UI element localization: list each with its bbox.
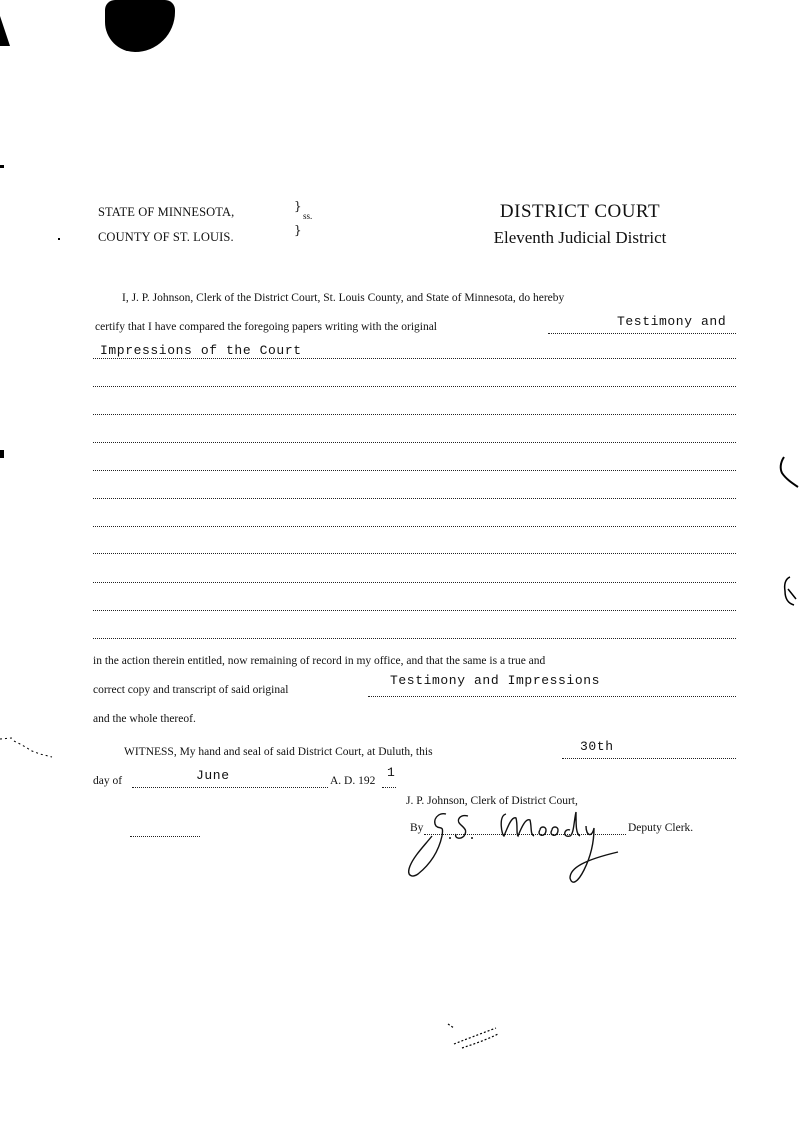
blank-line-10: [93, 638, 736, 639]
fill-line: [562, 758, 736, 759]
clerk-line: J. P. Johnson, Clerk of District Court,: [406, 795, 578, 807]
fill-line: [548, 333, 736, 334]
blank-line-4: [93, 470, 736, 471]
fill-line: [382, 787, 396, 788]
county-line: COUNTY OF ST. LOUIS.: [98, 230, 234, 244]
blank-line-1: [93, 386, 736, 387]
court-title: DISTRICT COURT: [499, 201, 661, 222]
certificate-line-2: certify that I have compared the foregoing papers writing with the original: [95, 321, 438, 333]
stamp-mark: [440, 1018, 510, 1058]
fill-line: [368, 696, 736, 697]
year-digit-typed: 1: [387, 765, 396, 780]
transcript-typed: Testimony and Impressions: [390, 673, 601, 688]
ad-label: A. D. 192: [330, 775, 376, 787]
witness-line: WITNESS, My hand and seal of said District Court, at Duluth, this: [124, 746, 433, 758]
certificate-line-4: correct copy and transcript of said original: [93, 684, 289, 696]
blank-line-2: [93, 414, 736, 415]
blank-line-6: [93, 526, 736, 527]
ink-blot: [105, 0, 175, 52]
fill-line: [132, 787, 328, 788]
court-subtitle: Eleventh Judicial District: [493, 228, 667, 247]
state-line: STATE OF MINNESOTA,: [98, 205, 235, 219]
day-typed: 30th: [580, 739, 614, 754]
edge-scribble: [0, 735, 60, 765]
edge-scribble: [782, 575, 800, 609]
ss-label: ss.: [303, 211, 313, 221]
brace-icon: } }: [294, 199, 302, 237]
edge-mark: [0, 165, 4, 168]
edge-mark: [0, 450, 4, 458]
blank-line-7: [93, 553, 736, 554]
handwritten-signature: [398, 806, 638, 896]
corner-mark: [0, 16, 10, 46]
original-typed-2: Impressions of the Court: [100, 343, 302, 358]
fill-line: [93, 358, 736, 359]
venue-block: [98, 200, 234, 250]
month-typed: June: [196, 768, 230, 783]
certificate-line-3: in the action therein entitled, now remaining of record in my office, and that the same is a true and: [93, 655, 546, 667]
blank-line-9: [93, 610, 736, 611]
by-label: By: [410, 822, 424, 834]
speck: [58, 238, 60, 240]
certificate-line-1: I, J. P. Johnson, Clerk of the District Court, St. Louis County, and State of Minnesota, do hereby: [122, 292, 565, 304]
certificate-line-5: and the whole thereof.: [93, 713, 196, 725]
day-of-label: day of: [93, 775, 123, 787]
blank-line-3: [93, 442, 736, 443]
original-typed-1: Testimony and: [617, 314, 727, 329]
deputy-label: Deputy Clerk.: [628, 822, 694, 834]
faint-mark: [130, 836, 200, 837]
blank-line-8: [93, 582, 736, 583]
edge-scribble: [778, 455, 800, 495]
blank-line-5: [93, 498, 736, 499]
